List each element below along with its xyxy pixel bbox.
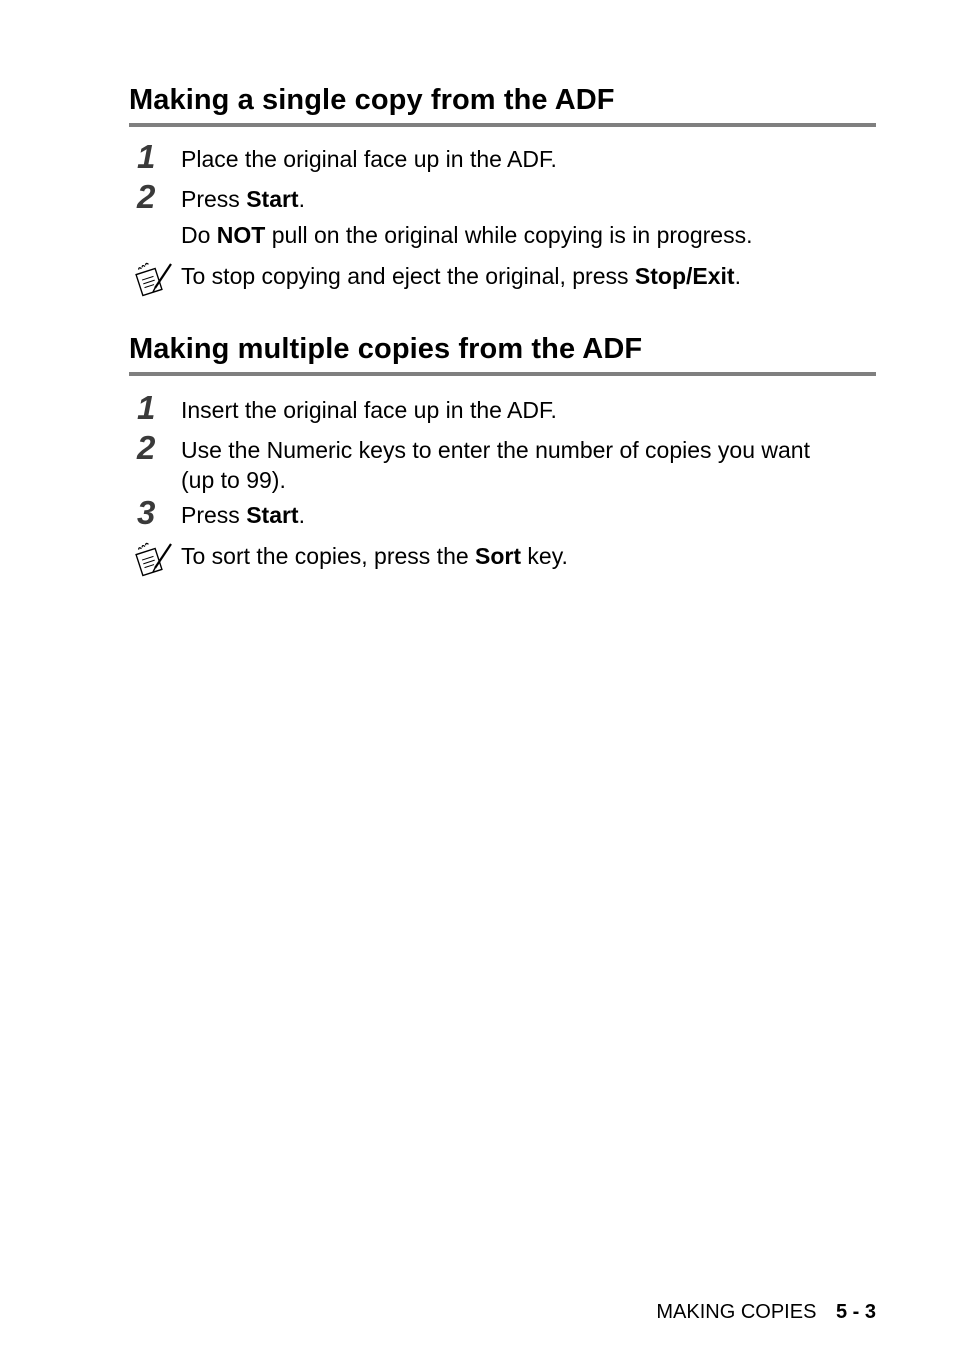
step-text: Insert the original face up in the ADF. [181,397,557,423]
key-name-stop-exit: Stop/Exit [634,263,735,289]
section-multiple-copies [129,332,876,571]
step-text: Place the original face up in the ADF. [181,146,557,172]
step-3 [129,494,876,531]
key-name-start: Start [246,502,299,528]
note-text-pre: To sort the copies, press the [181,543,476,569]
step-number: 1 [137,138,156,175]
chapter-name: MAKING COPIES [656,1301,817,1323]
step-number: 2 [137,429,156,466]
step-2 [129,178,876,215]
caution-post: pull on the original while copying is in progress. [265,222,753,248]
step-number: 2 [137,178,156,215]
step-text [181,502,305,528]
caution-emphasis: NOT [216,222,266,248]
step-1 [129,138,876,175]
step-text-pre: Press [181,502,247,528]
note-text [181,263,741,289]
step-2 [129,429,876,495]
key-name-sort: Sort [475,543,522,569]
note-text-pre: To stop copying and eject the original, press [181,263,635,289]
step-text-line-2: (up to 99). [181,467,286,493]
section-title: Making a single copy from the ADF [129,83,876,127]
step-text-line-1: Use the Numeric keys to enter the number of copies you want [181,437,810,463]
step-1 [129,389,876,426]
step-number: 3 [137,494,156,531]
page-number: 5 - 3 [835,1301,876,1323]
note-pad-pencil-icon [135,261,175,297]
section-single-copy [129,83,876,291]
caution-pre: Do [181,222,217,248]
step-text [181,186,305,212]
key-name-start: Start [246,186,299,212]
section-title: Making multiple copies from the ADF [129,332,876,376]
note [129,541,876,571]
note-text-post: . [734,263,741,289]
note [129,261,876,291]
step-text-post: . [298,186,305,212]
step-text-pre: Press [181,186,247,212]
step-number: 1 [137,389,156,426]
note-pad-pencil-icon [135,541,175,577]
note-text-post: key. [521,543,568,569]
step-text-post: . [298,502,305,528]
note-text [181,543,568,569]
page-footer [656,1299,876,1325]
step-2-caution [129,220,876,250]
